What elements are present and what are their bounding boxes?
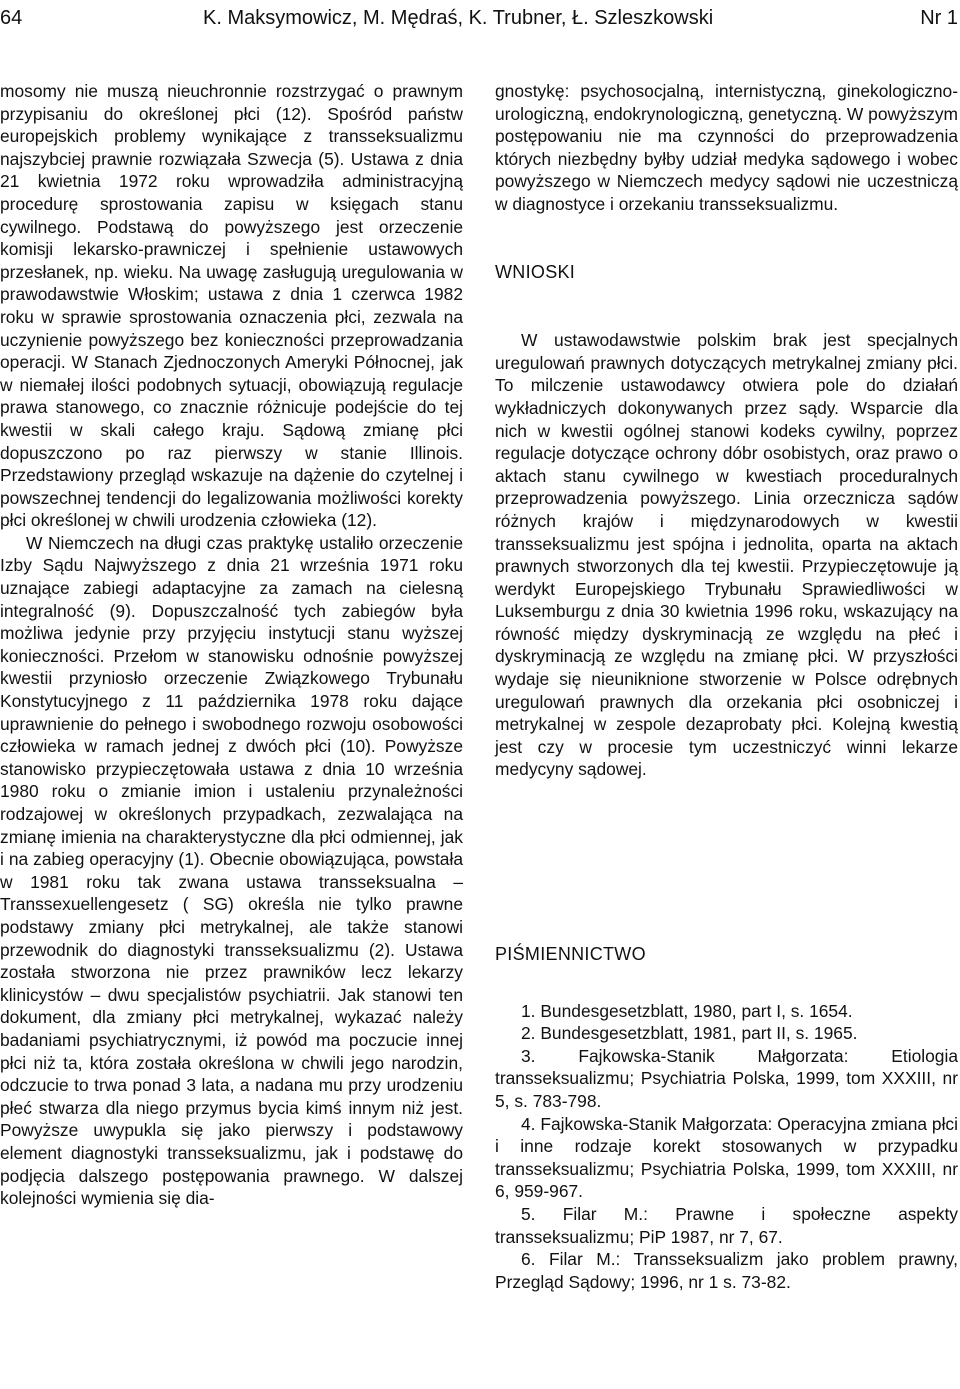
reference-item: 3. Fajkowska-Stanik Małgorzata: Etiologia transseksualizmu; Psychiatria Polska, 1999, tom XXXIII, nr 5, s. 783-798.	[495, 1045, 958, 1111]
running-authors: K. Maksymowicz, M. Mędraś, K. Trubner, Ł. Szleszkowski	[203, 7, 714, 29]
conclusions-heading: WNIOSKI	[495, 261, 576, 282]
reference-item: 1. Bundesgesetzblatt, 1980, part I, s. 1654.	[521, 1000, 853, 1021]
left-paragraph-1: mosomy nie muszą nieuchronnie rozstrzygać o prawnym przypisaniu do określonej płci (12). Spośród państw europejskich problemy wynikające z transseksualizmu najszybciej prawnie rozwiązała Szwecja (5). Ustawa z dnia 21 kwietnia 1972 roku wprowadziła administracyjną procedurę sprostowania zapisu w księgach stanu cywilnego. Podstawą do powyższego jest orzeczenie komisji lekarsko-prawniczej i spełnienie ustawowych przesłanek, np. wieku. Na uwagę zasługują uregulowania w prawodawstwie Włoskim; ustawa z dnia 1 czerwca 1982 roku w sprawie sprostowania oznaczenia płci, zezwala na uczynienie powyższego bez konieczności przeprowadzania operacji. W Stanach Zjednoczonych Ameryki Północnej, jak w niemałej ilości podobnych sytuacji, obowiązują regulacje prawa stanowego, co znacznie różnicuje podejście do tej kwestii w skali całego kraju. Sądową zmianę płci dopuszczono po raz pierwszy w stanie Illinois. Przedstawiony przegląd wskazuje na dążenie do czytelnej i powszechnej tendencji do legalizowania możliwości korekty płci określonej w chwili urodzenia człowieka (12).	[0, 81, 463, 531]
page-number: 64	[0, 7, 23, 29]
right-column	[495, 80, 958, 1293]
references-list	[495, 1000, 958, 1294]
reference-item: 4. Fajkowska-Stanik Małgorzata: Operacyjna zmiana płci i inne rodzaje korekt stosowanych w przypadku transseksualizmu; Psychiatria Polska, 1999, tom XXXIII, nr 6, 959-967.	[495, 1113, 958, 1202]
left-paragraph-2: W Niemczech na długi czas praktykę ustaliło orzeczenie Izby Sądu Najwyższego z dnia 21 września 1971 roku uznające zabiegi adaptacyjne za zamach na cielesną integralność (9). Dopuszczalność tych zabiegów była możliwa jedynie przy przyjęciu instytucji stanu wyższej konieczności. Przełom w stanowisku odnośnie powyższej kwestii przyniosło orzeczenie Związkowego Trybunału Konstytucyjnego z 11 października 1978 roku dające uprawnienie do pełnego i swobodnego rozwoju osobowości człowieka w ramach jednej z dwóch płci (10). Powyższe stanowisko przypieczętowała ustawa z dnia 10 września 1980 roku o zmianie imion i ustaleniu przynależności rodzajowej w określonych przypadkach, zezwalająca na zmianę imienia na charakterystyczne dla płci odmiennej, jak i na zabieg operacyjny (1). Obecnie obowiązująca, powstała w 1981 roku tak zwana ustawa transseksualna – Transsexuellengesetz ( SG) określa nie tylko prawne podstawy zmiany płci metrykalnej, ale także stanowi przewodnik do diagnostyki transseksualizmu (2). Ustawa została stworzona nie przez prawników lecz lekarzy klinicystów – dwu specjalistów psychiatrii. Jak stanowi ten dokument, dla zmiany płci metrykalnej, wykazać należy badaniami psychiatrycznymi, iż powód ma poczucie innej płci niż ta, która została określona w chwili jego narodzin, odczucie to trwa ponad 3 lata, a nadana mu przy urodzeniu płeć stwarza dla niego przymus bycia kimś innym niż jest. Powyższe uwypukla się jako pierwszy i podstawowy element diagnostyki transseksualizmu, jak i podstawę do podjęcia dalszego postępowania prawnego. W dalszej kolejności wymienia się dia-	[0, 532, 463, 1209]
reference-item: 6. Filar M.: Transseksualizm jako problem prawny, Przegląd Sądowy; 1996, nr 1 s. 73-82.	[495, 1249, 958, 1292]
reference-item: 2. Bundesgesetzblatt, 1981, part II, s. 1965.	[521, 1023, 858, 1044]
running-header	[0, 4, 960, 32]
references-heading: PIŚMIENNICTWO	[495, 944, 646, 965]
issue-number: Nr 1	[920, 7, 958, 29]
reference-item: 5. Filar M.: Prawne i społeczne aspekty transseksualizmu; PiP 1987, nr 7, 67.	[495, 1203, 958, 1247]
conclusions-text: W ustawodawstwie polskim brak jest specjalnych uregulowań prawnych dotyczących metrykalnej zmiany płci. To milczenie ustawodawcy otwiera pole do działań wykładniczych dokonywanych przez sądy. Wsparcie dla nich w kwestii ogólnej stanowi kodeks cywilny, poprzez regulacje dotyczące ochrony dóbr osobistych, oraz prawo o aktach stanu cywilnego w kwestiach proceduralnych przeprowadzenia powyższego. Linia orzecznicza sądów różnych krajów i międzynarodowych w kwestii transseksualizmu jest spójna i jednolita, oparta na aktach prawnych stworzonych dla tej kwestii. Przypieczętowuje ją werdykt Europejskiego Trybunału Sprawiedliwości w Luksemburgu z dnia 30 kwietnia 1996 roku, wskazujący na równość między dyskryminacją ze względu na płeć i dyskryminacją ze względu na zmianę płci. W przyszłości wydaje się nieuniknione stworzenie w Polsce odrębnych uregulowań prawnych dla orzekania płci osobniczej i metrykalnej w zespole dezaprobaty płci. Kolejną kwestią jest czy w procesie tym uczestniczyć winni lekarze medycyny sądowej.	[495, 330, 958, 780]
left-column	[0, 80, 463, 1210]
right-paragraph-1: gnostykę: psychosocjalną, internistyczną, ginekologiczno-urologiczną, endokrynologiczną, genetyczną. W powyższym postępowaniu nie ma czynności do przeprowadzenia których niezbędny byłby udział medyka sądowego i wobec powyższego w Niemczech medycy sądowi nie uczestniczą w diagnostyce i orzekaniu transseksualizmu.	[495, 81, 959, 214]
